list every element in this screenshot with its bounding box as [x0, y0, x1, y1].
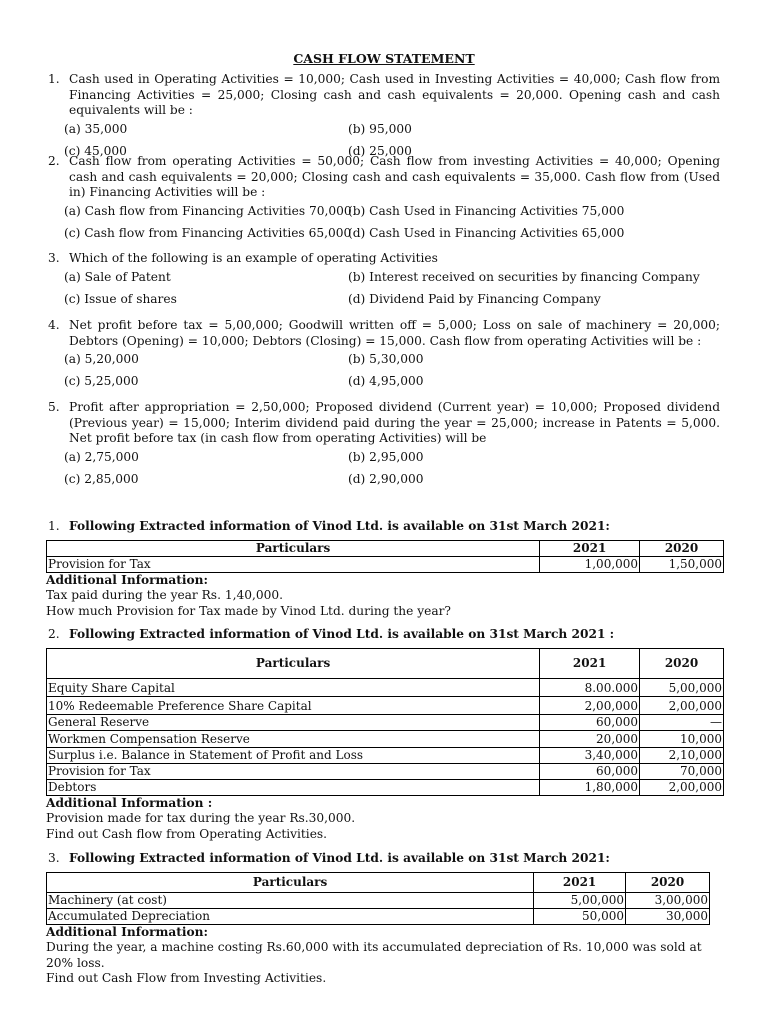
info-line: Tax paid during the year Rs. 1,40,000. [46, 588, 283, 602]
table-row [47, 908, 710, 924]
table-row [47, 714, 724, 730]
problem-heading: Following Extracted information of Vinod Ltd. is available on 31st March 2021 : [69, 627, 615, 641]
question-text: Which of the following is an example of operating Activities [69, 251, 438, 265]
additional-info-label: Additional Information: [46, 572, 209, 587]
problem-number: 2. [48, 627, 60, 641]
value-2020: 2,00,000 [640, 696, 724, 714]
additional-info-label: Additional Information: [46, 924, 209, 939]
row-label: Surplus i.e. Balance in Statement of Profit and Loss [47, 747, 540, 763]
row-label: Provision for Tax [47, 763, 540, 779]
option-b: (b) 2,95,000 [348, 449, 424, 464]
header-2021: 2021 [540, 540, 640, 556]
option-b: (b) 5,30,000 [348, 352, 424, 366]
problem-heading: Following Extracted information of Vinod Ltd. is available on 31st March 2021: [69, 851, 610, 865]
option-c: (c) 45,000 [64, 143, 127, 158]
option-c: (c) 2,85,000 [64, 471, 139, 486]
value-2021: 50,000 [534, 908, 626, 924]
option-a: (a) 5,20,000 [64, 352, 139, 366]
info-line: Provision made for tax during the year Rs.30,000. [46, 811, 356, 825]
table-row [47, 779, 724, 795]
problem-2 [46, 627, 724, 842]
table-header-row [47, 872, 710, 892]
table-row [47, 730, 724, 747]
header-particulars: Particulars [47, 648, 540, 678]
question-number: 2. [48, 154, 60, 168]
info-line: Find out Cash flow from Operating Activities. [46, 826, 328, 841]
data-table [46, 540, 724, 573]
option-d: (d) 2,90,000 [348, 471, 424, 486]
question-text: Profit after appropriation = 2,50,000; Proposed dividend (Current year) = 10,000; Proposed dividend (Previous year) = 15,000; Interim dividend paid during the year = 25,000; increase in Patents = 5,000. Net profit before tax (in cash flow from operating Activities) will be [69, 400, 720, 445]
value-2021: 20,000 [540, 730, 640, 747]
question-number: 1. [48, 72, 60, 86]
value-2020: 2,10,000 [640, 747, 724, 763]
value-2021: 1,00,000 [540, 556, 640, 572]
option-a: (a) Sale of Patent [64, 269, 171, 284]
table-row [47, 763, 724, 779]
option-b: (b) Cash Used in Financing Activities 75,000 [348, 203, 625, 218]
mcq-question-5 [48, 400, 720, 491]
question-number: 5. [48, 400, 60, 414]
option-b: (b) Interest received on securities by financing Company [348, 269, 700, 284]
value-2021: 3,40,000 [540, 747, 640, 763]
option-d: (d) 4,95,000 [348, 374, 424, 388]
value-2020: 30,000 [626, 908, 710, 924]
option-c: (c) 5,25,000 [64, 374, 139, 388]
value-2021: 5,00,000 [534, 892, 626, 908]
question-text: Cash used in Operating Activities = 10,000; Cash used in Investing Activities = 40,000; Cash flow from Financing Activities = 25,000; Closing cash and cash equivalents = 20,000. Opening cash and cash equivalents will be : [69, 72, 720, 117]
header-particulars: Particulars [47, 872, 534, 892]
header-particulars: Particulars [47, 540, 540, 556]
question-text: Net profit before tax = 5,00,000; Goodwill written off = 5,000; Loss on sale of machinery = 20,000; Debtors (Opening) = 10,000; Debtors (Closing) = 15,000. Cash flow from operating Activities will be : [69, 318, 720, 348]
value-2020: 3,00,000 [626, 892, 710, 908]
info-line: Find out Cash Flow from Investing Activities. [46, 971, 327, 985]
value-2020: 2,00,000 [640, 779, 724, 795]
table-header-row [47, 540, 724, 556]
problem-number: 1. [48, 519, 60, 533]
mcq-question-1 [48, 72, 720, 163]
value-2021: 60,000 [540, 763, 640, 779]
page-title: CASH FLOW STATEMENT [293, 51, 475, 66]
mcq-question-3 [48, 251, 720, 311]
question-number: 4. [48, 318, 60, 332]
table-row [47, 556, 724, 572]
option-d: (d) Cash Used in Financing Activities 65,000 [348, 225, 625, 240]
question-text: Cash flow from operating Activities = 50,000; Cash flow from investing Activities = 40,000; Opening cash and cash equivalents = 20,000; Closing cash and cash equivalents = 35,000. Cash flow from (Used in) Financing Activities will be : [69, 154, 720, 199]
table-row [47, 892, 710, 908]
option-c: (c) Cash flow from Financing Activities 65,000 [64, 225, 352, 240]
value-2021: 2,00,000 [540, 696, 640, 714]
row-label: General Reserve [47, 714, 540, 730]
data-table [46, 648, 724, 796]
value-2021: 1,80,000 [540, 779, 640, 795]
header-2020: 2020 [640, 648, 724, 678]
table-header-row [47, 648, 724, 678]
problem-1 [46, 519, 724, 619]
data-table [46, 872, 710, 925]
option-d: (d) Dividend Paid by Financing Company [348, 291, 601, 306]
table-row [47, 747, 724, 763]
row-label: Debtors [47, 779, 540, 795]
option-c: (c) Issue of shares [64, 291, 177, 306]
option-a: (a) 35,000 [64, 121, 128, 136]
option-d: (d) 25,000 [348, 143, 412, 158]
value-2020: 70,000 [640, 763, 724, 779]
row-label: Workmen Compensation Reserve [47, 730, 540, 747]
table-row [47, 696, 724, 714]
value-2020: — [640, 714, 724, 730]
option-b: (b) 95,000 [348, 121, 412, 136]
value-2020: 1,50,000 [640, 556, 724, 572]
header-2021: 2021 [534, 872, 626, 892]
info-line: How much Provision for Tax made by Vinod Ltd. during the year? [46, 603, 451, 618]
mcq-question-4 [48, 318, 720, 393]
option-a: (a) Cash flow from Financing Activities 70,000 [64, 203, 352, 218]
value-2020: 10,000 [640, 730, 724, 747]
row-label: Accumulated Depreciation [47, 908, 534, 924]
row-label: Equity Share Capital [47, 678, 540, 696]
option-a: (a) 2,75,000 [64, 449, 139, 464]
mcq-question-2 [48, 154, 720, 245]
problem-3 [46, 851, 724, 987]
value-2021: 60,000 [540, 714, 640, 730]
question-number: 3. [48, 251, 60, 265]
value-2020: 5,00,000 [640, 678, 724, 696]
additional-info-label: Additional Information : [46, 795, 213, 810]
table-row [47, 678, 724, 696]
header-2020: 2020 [640, 540, 724, 556]
problem-heading: Following Extracted information of Vinod Ltd. is available on 31st March 2021: [69, 519, 610, 533]
header-2021: 2021 [540, 648, 640, 678]
header-2020: 2020 [626, 872, 710, 892]
value-2021: 8.00.000 [540, 678, 640, 696]
row-label: Provision for Tax [47, 556, 540, 572]
row-label: 10% Redeemable Preference Share Capital [47, 696, 540, 714]
problem-number: 3. [48, 851, 60, 865]
row-label: Machinery (at cost) [47, 892, 534, 908]
info-line: During the year, a machine costing Rs.60,000 with its accumulated depreciation of Rs. 10,000 was sold at 20% loss. [46, 940, 702, 970]
